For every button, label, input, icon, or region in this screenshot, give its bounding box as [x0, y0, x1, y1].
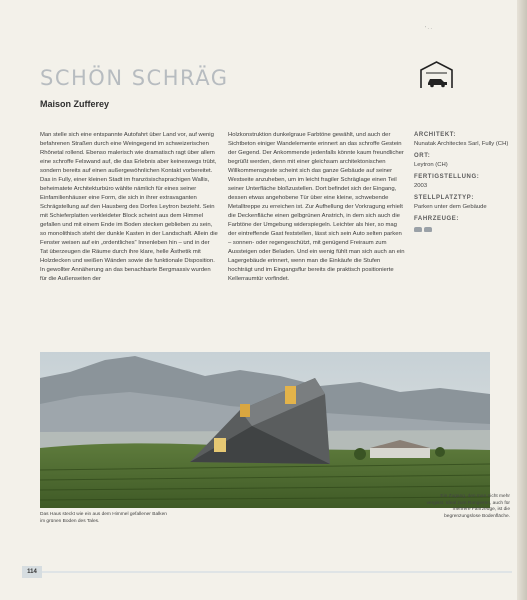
print-speck: ' · · [425, 26, 433, 32]
footer-strip [42, 571, 512, 573]
parking-type-value: Parken unter dem Gebäude [414, 203, 487, 210]
architect-label: ARCHITEKT: [414, 132, 456, 138]
place-label: ORT: [414, 153, 431, 159]
car-icon [414, 227, 422, 232]
car-icon [424, 227, 432, 232]
photo-caption-left: Das Haus steckt wie ein aus dem Himmel gefallener Balken im grünen Boden des Tales. [40, 512, 167, 524]
body-text-column-2: Holzkonstruktion dunkelgraue Farbtöne gewählt, und auch der Sichtbeton einiger Wandelemente erinnert an das schroffe Gestein der Gegend. Der Ankommende jedenfalls könnte kaum freundlicher begrüßt werden, denn mit einer gleichsam architektonischen Willkommensgeste scheint sich das ganze Gebäude auf seiner Westseite anzuheben, um im leicht fragiler Schräglage einen Teil seiner Unterfläche bloßzustellen. Dort befindet sich der Eingang, dessen etwas angehobene Tür über eine kleine, schwebende Metalltreppe zu erreichen ist. Zur Aufhellung der Vorkragung erhielt die Deckenfläche einen gelbgrünen Anstrich, in dem sich auch die Farbtöne der Umgebung widerspiegeln. Leichter als hier, so mag der eintreffende Gast feststellen, lässt sich sein Auto selten parken – sonnen- oder regengeschützt, mit genügend Freiraum zum Aussteigen oder Beladen. Und ein wenig fühlt man sich auch an ein Lagergebäude erinnert, wenn man die Einkäufe die Stufen hochträgt und im Eingangsflur bereits die praktisch positionierte Kellerraumtür vorfindet. [228, 132, 405, 282]
book-spine [517, 0, 527, 600]
vehicles-label: FAHRZEUGE: [414, 216, 459, 222]
vehicles-count [414, 227, 509, 232]
project-info-sidebar [414, 131, 509, 232]
house-photo [40, 352, 490, 508]
page-subtitle: Maison Zufferey [40, 99, 110, 109]
place-value: Leytron (CH) [414, 161, 448, 168]
page-number: 114 [22, 566, 42, 578]
architect-value: Nunatak Architectes Sarl, Fully (CH) [414, 140, 509, 147]
completion-label: FERTIGSTELLUNG: [414, 174, 480, 180]
parking-type-label: STELLPLATZTYP: [414, 195, 474, 201]
completion-value: 2003 [414, 182, 428, 189]
garage-car-icon [420, 61, 453, 89]
body-text-column-1: Man stelle sich eine entspannte Autofahrt über Land vor, auf wenig befahrenen Straßen durch eine Weingegend im schweizerischen Rhônetal rollend. Ebenso malerisch wie dramatisch ragt über allem eine schroffe Felswand auf, die das Erlebnis aber keineswegs trübt, sondern bereits auf einen außergewöhnlichen Kontakt vorbereitet. Das in Fully, einer kleinen Stadt im französischsprachigen Wallis, beheimatete Architekturbüro wählte nämlich für eines seiner Einfamilienhäuser eine Form, die sich in ihrer extravaganten Schrägstellung auf den Hausberg des Dorfes Leytron bezieht. Sein mit Schieferplatten verkleideter Block scheint aus dem Himmel gefallen und mit einem Ende im Boden stecken geblieben zu sein, so monolithisch steht der dunkle Kasten in der Landschaft. Allein die Fenster weisen auf ein „ordentliches“ Innenleben hin – und in der Tat überzeugen die Räume durch ihre klare, helle Ästhetik mit Holzdecken und weißen Wänden sowie die funktionale Disposition. In gewollter Annäherung an das benachbarte Bergmassiv wurden für die Außenseiten der [40, 132, 218, 282]
page-title: SCHÖN SCHRÄG [40, 66, 229, 90]
photo-caption-right: Ein Zugang, den man nicht mehr vergisst. Ideal zum Rangieren, auch für mehrere Fahrzeuge, ist die begrenzungslose Bodenfläche. [426, 494, 510, 519]
